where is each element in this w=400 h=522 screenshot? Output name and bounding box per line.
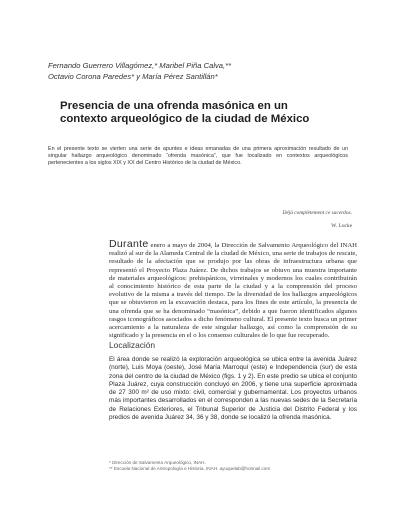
intro-text: enero a mayo de 2004, la Dirección de Salvamento Arqueológico del INAH realizó al sur de la Alameda Central de la ciudad de México, una serie de trabajos de rescate, resultado de la afectación que se produjo por las obras de infraestructura urbana que representó el Proyecto Plaza Juárez. De dichos trabajos se obtuvo una muestra importante de materiales arqueológicos: prehispánicos, virreinales y modernos los cuales contribuirán al conocimiento histórico de esta parte de la ciudad y a la comprensión del proceso evolutivo de la misma a través del tiempo. De la diversidad de los hallazgos arqueológicos que se obtuvieron en la excavación destaca, para los fines de este artículo, la presencia de una ofrenda que se ha denominado “masónica”, debido a que fueron identificados algunos rasgos iconográficos asociados a dicho fenómeno cultural. El presente texto busca un primer acercamiento a la naturaleza de este singular hallazgo, así como la comprensión de su significado y la presencia en el o los consenso culturales de lo que fue recuperado. <box>109 242 357 340</box>
dropcap-word: Durante <box>109 238 149 250</box>
intro-section <box>109 240 357 340</box>
author-line-2: Octavio Corona Paredes* y María Pérez Santillán* <box>48 72 218 81</box>
section-paragraph: El área donde se realizó la exploración arqueológica se ubica entre la avenida Juárez (norte), Luis Moya (oeste), José María Marroquí (este) e Independencia (sur) de esta zona del centro de la ciudad de México (figs. 1 y 2). En este predio se ubica el conjunto Plaza Juárez, cuya construcción concluyó en 2006, y tiene una superficie aproximada de 27 300 m² de uso mixto: civil, comercial y gubernamental. Los proyectos urbanos más importantes desarrollados en el corresponden a las nuevas sedes de la Secretaría de Relaciones Exteriores, el Tribunal Superior de Justicia del Distrito Federal y los predios de avenida Juárez 34, 36 y 38, donde se localizó la ofrenda masónica. <box>109 356 357 422</box>
author-line-1: Fernando Guerrero Villagómez,* Maribel Piña Calva,** <box>48 61 232 70</box>
footnotes <box>109 460 339 473</box>
author-list <box>48 60 348 82</box>
epigraph-author: W. Lucke <box>331 223 352 229</box>
epigraph <box>192 208 352 232</box>
footnote-1: * Dirección de Salvamento Arqueológico, INAH. <box>109 460 206 465</box>
footnote-2: ** Escuela Nacional de Antropología e Historia, INAH. ayuquelab@hotmail.com <box>109 466 271 472</box>
epigraph-quote: Déjà complètement ce sacerdos. <box>282 210 352 216</box>
article-title: Presencia de una ofrenda masónica en un contexto arqueológico de la ciudad de México <box>60 100 310 125</box>
intro-paragraph <box>109 240 357 340</box>
abstract: En el presente texto se vierten una serie de apuntes e ideas emanadas de una primera aproximación resultado de un singular hallazgo arqueológico denominado “ofrenda masónica”, que fue localizado en contextos arqueológicos pertenecientes a los siglos XIX y XX del Centro Histórico de la ciudad de México. <box>48 146 348 167</box>
section-heading-localizacion: Localización <box>109 340 156 350</box>
